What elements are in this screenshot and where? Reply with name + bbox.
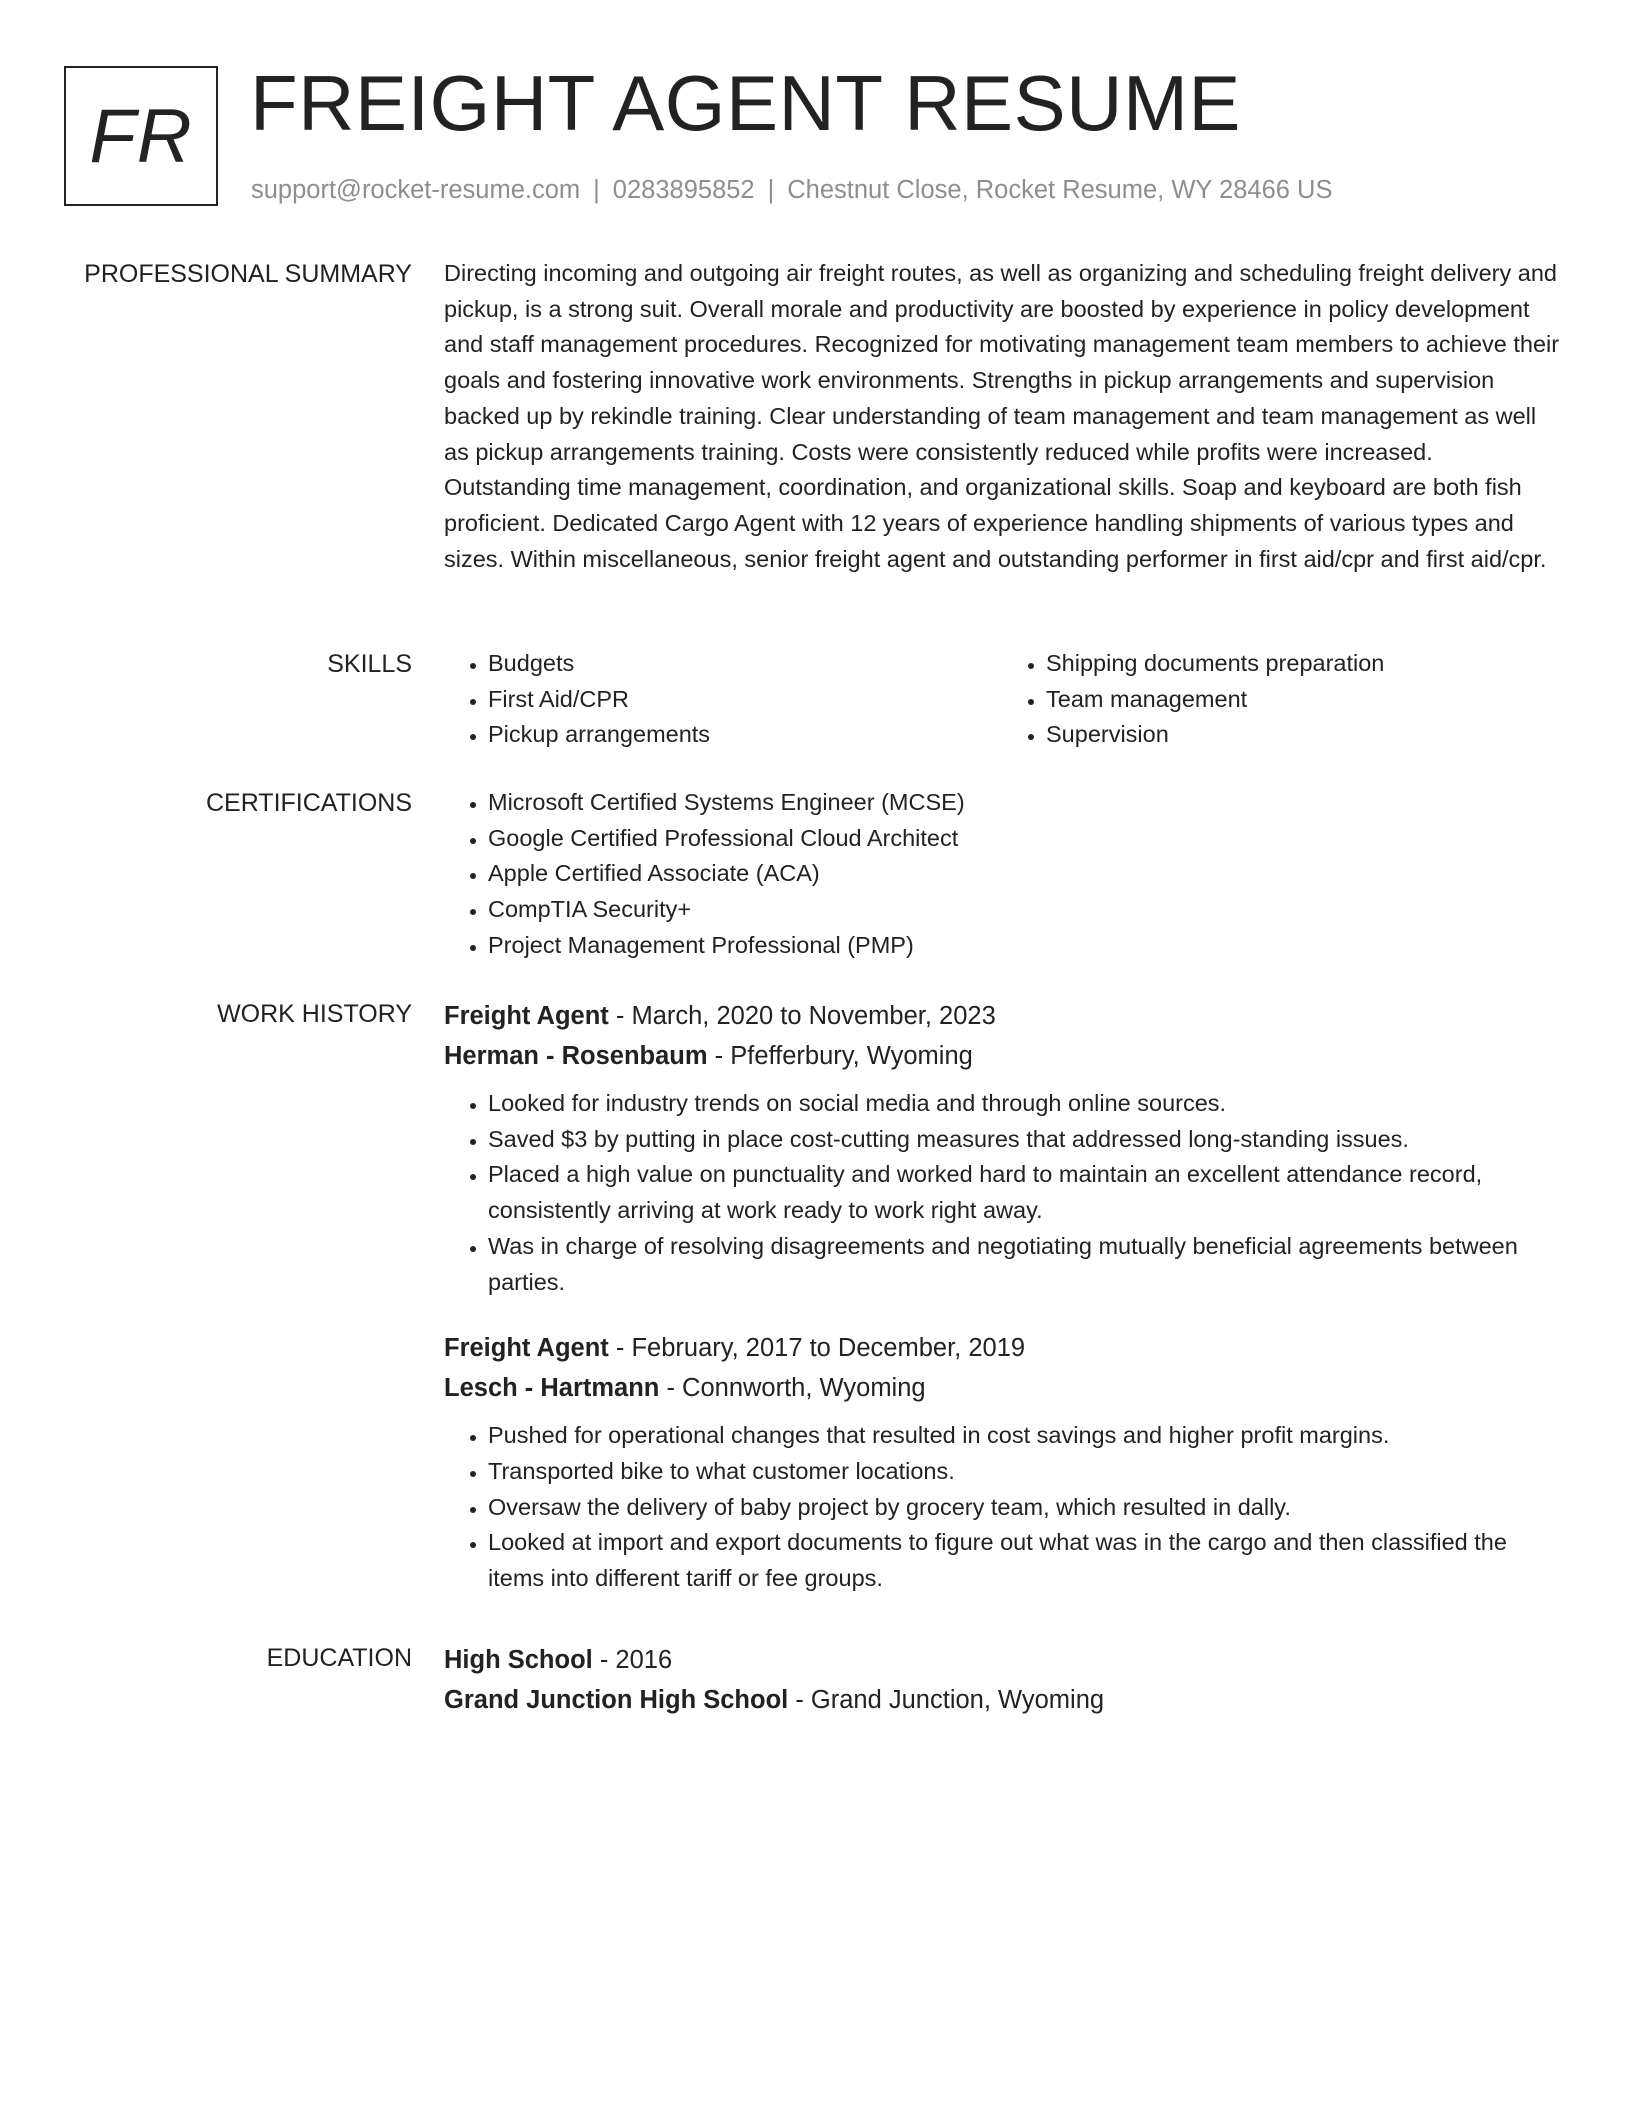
education-degree: High School	[444, 1646, 593, 1674]
certification-item: • Microsoft Certified Systems Engineer (MCSE)	[488, 785, 1560, 821]
certification-item: • CompTIA Security+	[488, 892, 1560, 928]
job-company-line	[444, 1368, 1560, 1408]
job-bullet: • Looked for industry trends on social media and through online sources.	[488, 1086, 1560, 1122]
skill-item: • Shipping documents preparation	[1046, 646, 1560, 682]
education-degree-line	[444, 1640, 1560, 1680]
skill-item: • First Aid/CPR	[488, 682, 1002, 718]
job-bullet: • Oversaw the delivery of baby project by grocery team, which resulted in dally.	[488, 1490, 1560, 1526]
education-school-line	[444, 1680, 1560, 1720]
skills-column-right	[1002, 646, 1560, 753]
education-body	[444, 1640, 1560, 1720]
contact-phone: 0283895852	[612, 176, 755, 204]
job-bullet: • Was in charge of resolving disagreements and negotiating mutually beneficial agreements between parties.	[488, 1229, 1560, 1300]
job-dates: - March, 2020 to November, 2023	[608, 1002, 996, 1030]
education-school: Grand Junction High School	[444, 1686, 789, 1714]
job-entry	[444, 996, 1560, 1300]
job-company: Herman - Rosenbaum	[444, 1042, 708, 1070]
job-title: Freight Agent	[444, 1334, 609, 1363]
summary-heading: PROFESSIONAL SUMMARY	[84, 260, 412, 288]
skills-list	[444, 646, 1560, 753]
contact-address: Chestnut Close, Rocket Resume, WY 28466 US	[787, 176, 1333, 204]
certification-item: • Project Management Professional (PMP)	[488, 928, 1560, 964]
contact-separator: |	[767, 176, 775, 204]
contact-line	[251, 173, 1332, 207]
certification-item: • Apple Certified Associate (ACA)	[488, 856, 1560, 892]
certifications-list	[444, 785, 1560, 964]
resume-title: FREIGHT AGENT RESUME	[250, 59, 1241, 147]
work-history-heading: WORK HISTORY	[217, 1000, 412, 1028]
job-bullet: • Pushed for operational changes that resulted in cost savings and higher profit margins.	[488, 1418, 1560, 1454]
certifications-heading: CERTIFICATIONS	[205, 789, 412, 817]
job-bullets	[444, 1086, 1560, 1300]
job-title-line	[444, 996, 1560, 1036]
skill-item: • Budgets	[488, 646, 1002, 682]
education-year: - 2016	[592, 1646, 673, 1674]
contact-email: support@rocket-resume.com	[251, 176, 581, 204]
certification-item: • Google Certified Professional Cloud Architect	[488, 821, 1560, 857]
job-dates: - February, 2017 to December, 2019	[608, 1334, 1026, 1363]
job-bullet: • Transported bike to what customer locations.	[488, 1454, 1560, 1490]
skills-column-left	[444, 646, 1002, 753]
job-title: Freight Agent	[444, 1002, 609, 1030]
job-bullet: • Saved $3 by putting in place cost-cutting measures that addressed long-standing issues.	[488, 1122, 1560, 1158]
summary-text: Directing incoming and outgoing air freight routes, as well as organizing and scheduling freight delivery and pickup, is a strong suit. Overall morale and productivity are boosted by experience in policy development and staff management procedures. Recognized for motivating management team members to achieve their goals and fostering innovative work environments. Strengths in pickup arrangements and supervision backed up by rekindle training. Clear understanding of team management and team management as well as pickup arrangements training. Costs were consistently reduced while profits were increased. Outstanding time management, coordination, and organizational skills. Soap and keyboard are both fish proficient. Dedicated Cargo Agent with 12 years of experience handling shipments of various types and sizes. Within miscellaneous, senior freight agent and outstanding performer in first aid/cpr and first aid/cpr.	[444, 260, 1560, 572]
job-location: - Pfefferbury, Wyoming	[707, 1042, 973, 1070]
job-company: Lesch - Hartmann	[444, 1374, 660, 1403]
education-heading: EDUCATION	[266, 1644, 412, 1672]
job-company-line	[444, 1036, 1560, 1076]
monogram-badge: FR	[64, 66, 218, 206]
education-location: - Grand Junction, Wyoming	[788, 1686, 1105, 1714]
contact-separator: |	[593, 176, 600, 204]
job-title-line	[444, 1328, 1560, 1368]
work-history-body	[444, 996, 1560, 1597]
skills-heading: SKILLS	[327, 650, 412, 678]
job-bullet: • Looked at import and export documents to figure out what was in the cargo and then classified the items into different tariff or fee groups.	[488, 1525, 1560, 1596]
certifications-body	[444, 785, 1560, 964]
job-location: - Connworth, Wyoming	[659, 1374, 926, 1403]
skill-item: • Supervision	[1046, 717, 1560, 753]
job-bullets	[444, 1418, 1560, 1597]
job-entry	[444, 1328, 1560, 1597]
summary-body	[444, 256, 1560, 577]
job-bullet: • Placed a high value on punctuality and worked hard to maintain an excellent attendance record, consistently arriving at work ready to work right away.	[488, 1157, 1560, 1228]
skill-item: • Pickup arrangements	[488, 717, 1002, 753]
skill-item: • Team management	[1046, 682, 1560, 718]
